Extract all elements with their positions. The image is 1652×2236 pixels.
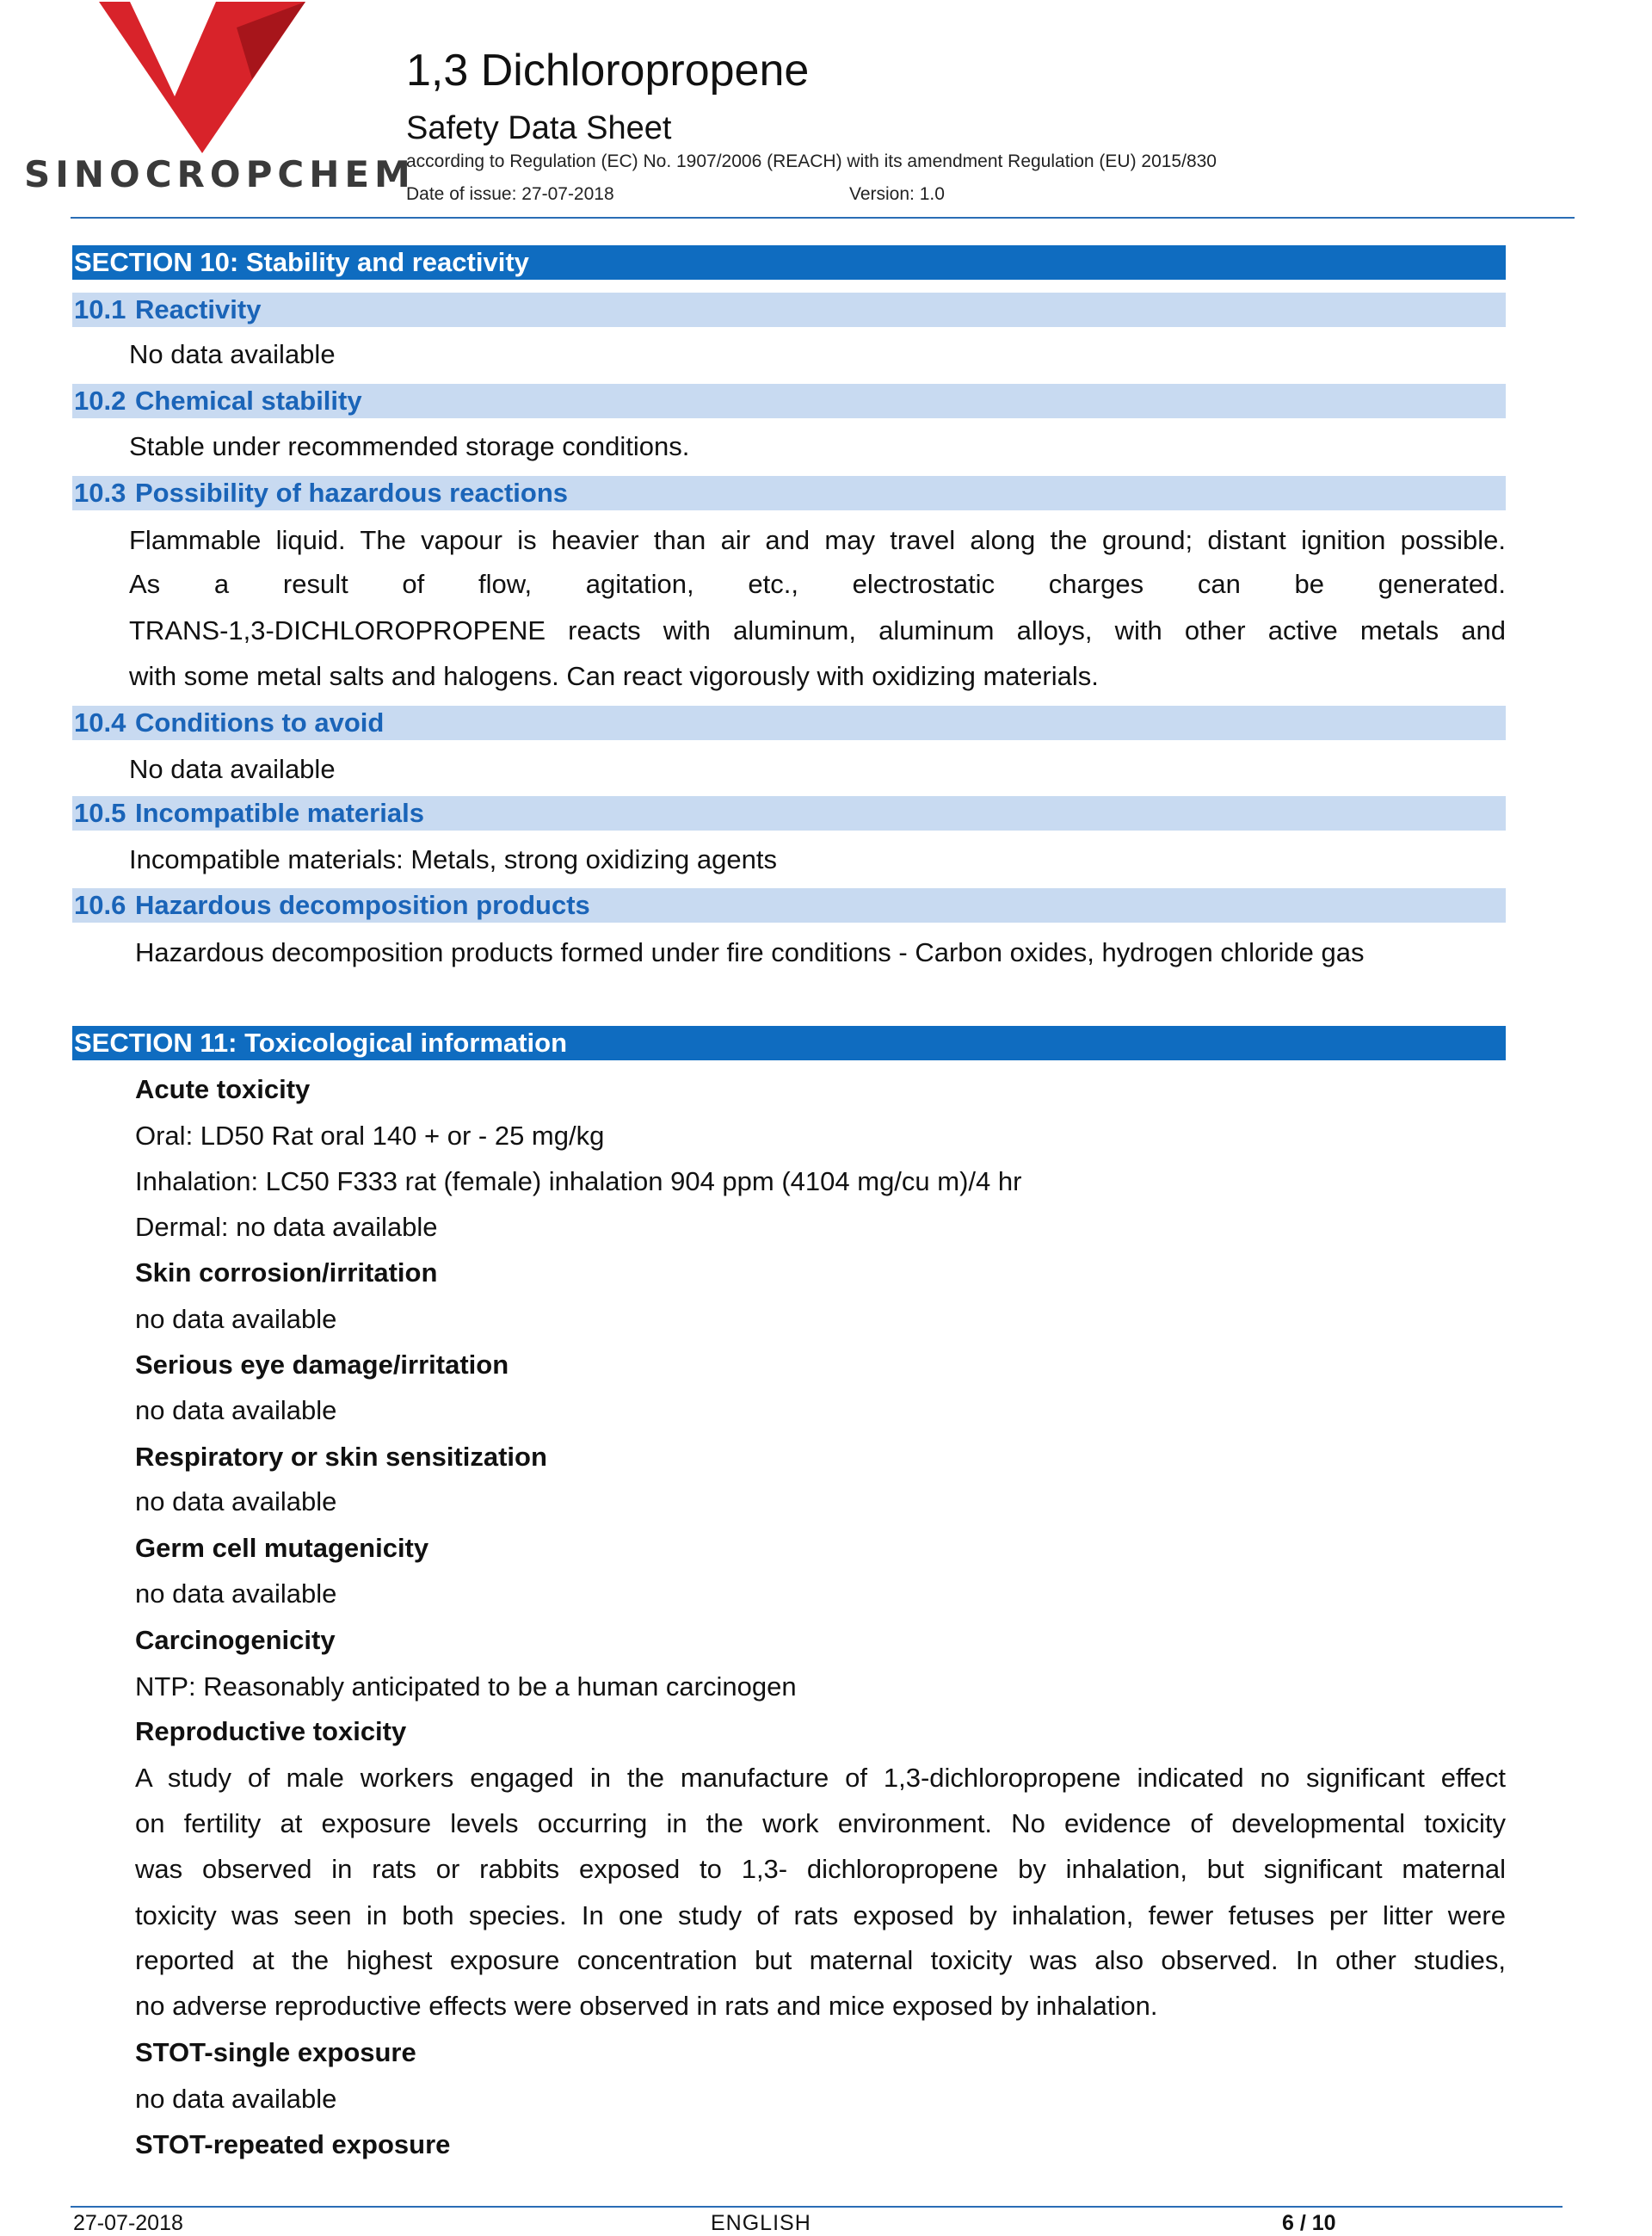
subsection-label: Conditions to avoid	[135, 707, 385, 738]
sensitization-heading: Respiratory or skin sensitization	[135, 1442, 547, 1472]
subsection-label: Chemical stability	[135, 386, 362, 416]
reproductive-toxicity-line: was observed in rats or rabbits exposed to 1,3- dichloropropene by inhalation, but significant maternal	[135, 1854, 1506, 1884]
skin-corrosion-text: no data available	[135, 1304, 337, 1334]
subsection-number: 10.5	[74, 798, 126, 828]
footer-date: 27-07-2018	[73, 2211, 183, 2235]
logo-wordmark: SINOCROPCHEM	[24, 153, 416, 195]
subsection-label: Incompatible materials	[135, 798, 424, 828]
footer-language: ENGLISH	[711, 2211, 811, 2235]
mutagenicity-text: no data available	[135, 1578, 337, 1609]
reproductive-toxicity-line: no adverse reproductive effects were observed in rats and mice exposed by inhalation.	[135, 1991, 1158, 2021]
regulation-note: according to Regulation (EC) No. 1907/2006 (REACH) with its amendment Regulation (EU) 2015/830	[406, 151, 1217, 171]
acute-oral-text: Oral: LD50 Rat oral 140 + or - 25 mg/kg	[135, 1121, 605, 1151]
carcinogenicity-text: NTP: Reasonably anticipated to be a human carcinogen	[135, 1671, 797, 1702]
section-11-header: SECTION 11: Toxicological information	[72, 1026, 1506, 1060]
subsection-10-4-header	[72, 706, 1506, 740]
reactivity-text: No data available	[129, 339, 336, 369]
issue-date: Date of issue: 27-07-2018	[406, 184, 614, 204]
eye-damage-text: no data available	[135, 1395, 337, 1425]
chemical-stability-text: Stable under recommended storage conditions.	[129, 431, 690, 461]
incompatible-materials-text: Incompatible materials: Metals, strong oxidizing agents	[129, 844, 777, 874]
subsection-10-1-header	[72, 293, 1506, 327]
eye-damage-heading: Serious eye damage/irritation	[135, 1350, 509, 1380]
hazardous-reactions-line: Flammable liquid. The vapour is heavier than air and may travel along the ground; distant ignition possible.	[129, 525, 1506, 555]
subsection-number: 10.4	[74, 707, 126, 738]
reproductive-toxicity-line: reported at the highest exposure concentration but maternal toxicity was also observed. In other studies,	[135, 1945, 1506, 1975]
footer-divider	[71, 2206, 1563, 2208]
stot-single-text: no data available	[135, 2084, 337, 2114]
subsection-number: 10.2	[74, 386, 126, 416]
subsection-label: Possibility of hazardous reactions	[135, 478, 569, 508]
carcinogenicity-heading: Carcinogenicity	[135, 1625, 336, 1655]
subsection-number: 10.1	[74, 294, 126, 324]
subsection-10-2-header	[72, 384, 1506, 418]
acute-toxicity-heading: Acute toxicity	[135, 1074, 311, 1104]
skin-corrosion-heading: Skin corrosion/irritation	[135, 1257, 438, 1288]
subsection-10-3-header	[72, 476, 1506, 510]
subsection-10-5-header	[72, 796, 1506, 831]
hazardous-reactions-line: with some metal salts and halogens. Can react vigorously with oxidizing materials.	[129, 661, 1099, 691]
mutagenicity-heading: Germ cell mutagenicity	[135, 1533, 429, 1563]
subsection-number: 10.6	[74, 890, 126, 920]
hazardous-reactions-line: As a result of flow, agitation, etc., electrostatic charges can be generated.	[129, 569, 1506, 599]
reproductive-toxicity-line: toxicity was seen in both species. In one study of rats exposed by inhalation, fewer fetuses per litter were	[135, 1900, 1506, 1930]
subsection-label: Reactivity	[135, 294, 262, 324]
page-number: 6 / 10	[1282, 2211, 1336, 2235]
stot-repeated-heading: STOT-repeated exposure	[135, 2129, 451, 2159]
header-divider	[71, 217, 1575, 219]
document-title: 1,3 Dichloropropene	[406, 46, 810, 96]
acute-dermal-text: Dermal: no data available	[135, 1212, 438, 1242]
section-10-header: SECTION 10: Stability and reactivity	[72, 245, 1506, 280]
subsection-10-6-header	[72, 888, 1506, 923]
subsection-label: Hazardous decomposition products	[135, 890, 590, 920]
document-subtitle: Safety Data Sheet	[406, 110, 672, 146]
version-label: Version: 1.0	[849, 184, 945, 204]
decomposition-products-text: Hazardous decomposition products formed under fire conditions - Carbon oxides, hydrogen chloride gas	[135, 937, 1365, 967]
conditions-to-avoid-text: No data available	[129, 754, 336, 784]
hazardous-reactions-line: TRANS-1,3-DICHLOROPROPENE reacts with aluminum, aluminum alloys, with other active metals and	[129, 615, 1506, 645]
reproductive-toxicity-heading: Reproductive toxicity	[135, 1716, 407, 1746]
reproductive-toxicity-line: A study of male workers engaged in the manufacture of 1,3-dichloropropene indicated no significant effect	[135, 1763, 1506, 1793]
stot-single-heading: STOT-single exposure	[135, 2037, 416, 2067]
subsection-number: 10.3	[74, 478, 126, 508]
sensitization-text: no data available	[135, 1486, 337, 1516]
reproductive-toxicity-line: on fertility at exposure levels occurring in the work environment. No evidence of developmental toxicity	[135, 1808, 1506, 1838]
acute-inhalation-text: Inhalation: LC50 F333 rat (female) inhalation 904 ppm (4104 mg/cu m)/4 hr	[135, 1166, 1022, 1196]
